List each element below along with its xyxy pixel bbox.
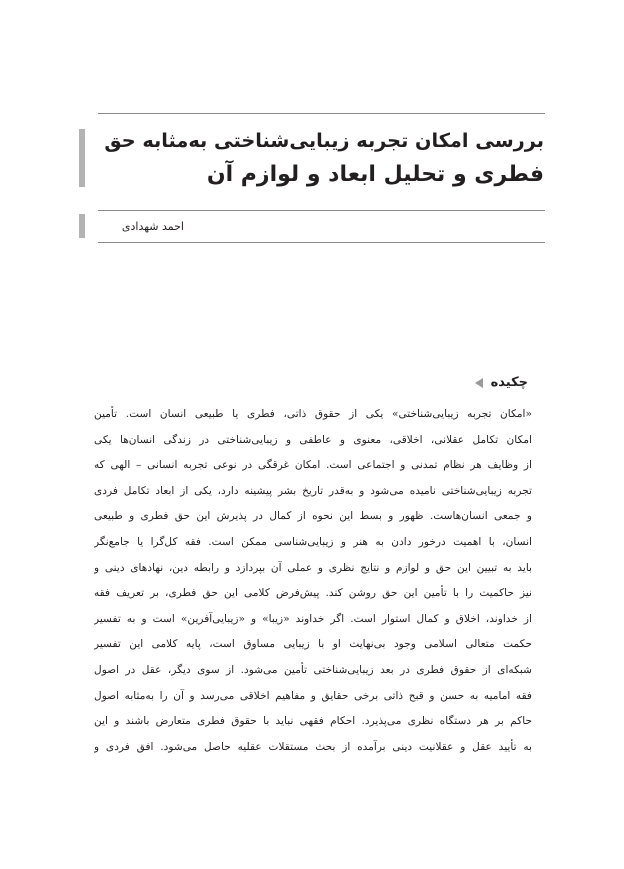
abstract-line: انسان، با اهمیت درخور دادن به هنر و زیبایی‌شناسی ممکن است. فقه کل‌گرا یا جامع‌نگر xyxy=(94,535,532,548)
abstract-line: فقه امامیه به حسن و قبح ذاتی برخی حقایق و مفاهیم اخلاقی می‌رسد و آن را به‌مثابه اصول xyxy=(94,689,532,702)
abstract-line: از وظایف هر نظام تمدنی و اجتماعی است. امکان غرقگی در نوعی تجربه انسانی – الهی که xyxy=(94,459,532,472)
abstract-body xyxy=(94,402,532,760)
abstract-heading-label: چکیده xyxy=(490,375,528,390)
title-accent-bar xyxy=(79,129,85,187)
abstract-line: حاکم بر هر دستگاه نظری می‌پذیرد. احکام فقهی نباید با حقوق فطری متعارض باشند و این xyxy=(94,715,532,728)
abstract-line: و جمعی انسان‌هاست. ظهور و بسط این نحوه از کمال در پذیرش این حق فطری و طبیعی xyxy=(94,510,532,523)
title-line-1: بررسی امکان تجربه زیبایی‌شناختی به‌مثابه حق xyxy=(104,129,544,152)
abstract-heading xyxy=(475,374,528,392)
abstract-line: امکان تکامل عقلانی، اخلاقی، معنوی و عاطفی و زیبایی‌شناختی در زندگی انسان‌ها یکی xyxy=(94,433,532,446)
abstract-line: نیز حاکمیت را با تأمین این حق روشن کند. پیش‌فرض کلامی این حق فطری، بر تعریف فقه xyxy=(94,587,532,600)
abstract-line: باید به تبیین این حق و لوازم و نتایج نظری و عملی آن بپردازد و رابطه دین، نهادهای دینی و xyxy=(94,561,532,574)
abstract-line: «امکان تجربه زیبایی‌شناختی» یکی از حقوق ذاتی، فطری یا طبیعی انسان است. تأمین xyxy=(94,408,532,420)
title-line-2: فطری و تحلیل ابعاد و لوازم آن xyxy=(206,162,544,187)
triangle-marker-icon xyxy=(475,378,483,388)
author-top-divider xyxy=(98,210,545,211)
abstract-line: از خداوند، اخلاق و کمال استوار است. اگر خداوند «زیبا» و «زیبایی‌آفرین» است و به تفسیر xyxy=(94,612,532,625)
author-name: احمد شهدادی xyxy=(121,220,184,233)
article-title xyxy=(104,124,544,192)
abstract-line: حکمت متعالی اسلامی وجود بی‌نهایت او با زیبایی مساوق است، پایه کلامی این تفسیر xyxy=(94,638,532,651)
abstract-line: به تأیید عقل و عقلانیت دینی برآمده از بحث مستقلات عقلیه حاصل می‌شود. افق فردی و xyxy=(94,740,532,753)
author-accent-bar xyxy=(79,214,85,238)
author-bottom-divider xyxy=(98,242,545,243)
top-divider xyxy=(98,113,545,114)
abstract-line: شبکه‌ای از حقوق فطری در بعد زیبایی‌شناختی تأمین می‌شود. از سوی دیگر، عقل در اصول xyxy=(94,663,532,676)
abstract-line: تجربه زیبایی‌شناختی نامیده می‌شود و به‌قدر تاریخ بشر پیشینه دارد، یکی از ابعاد تکامل فردی xyxy=(94,484,532,497)
